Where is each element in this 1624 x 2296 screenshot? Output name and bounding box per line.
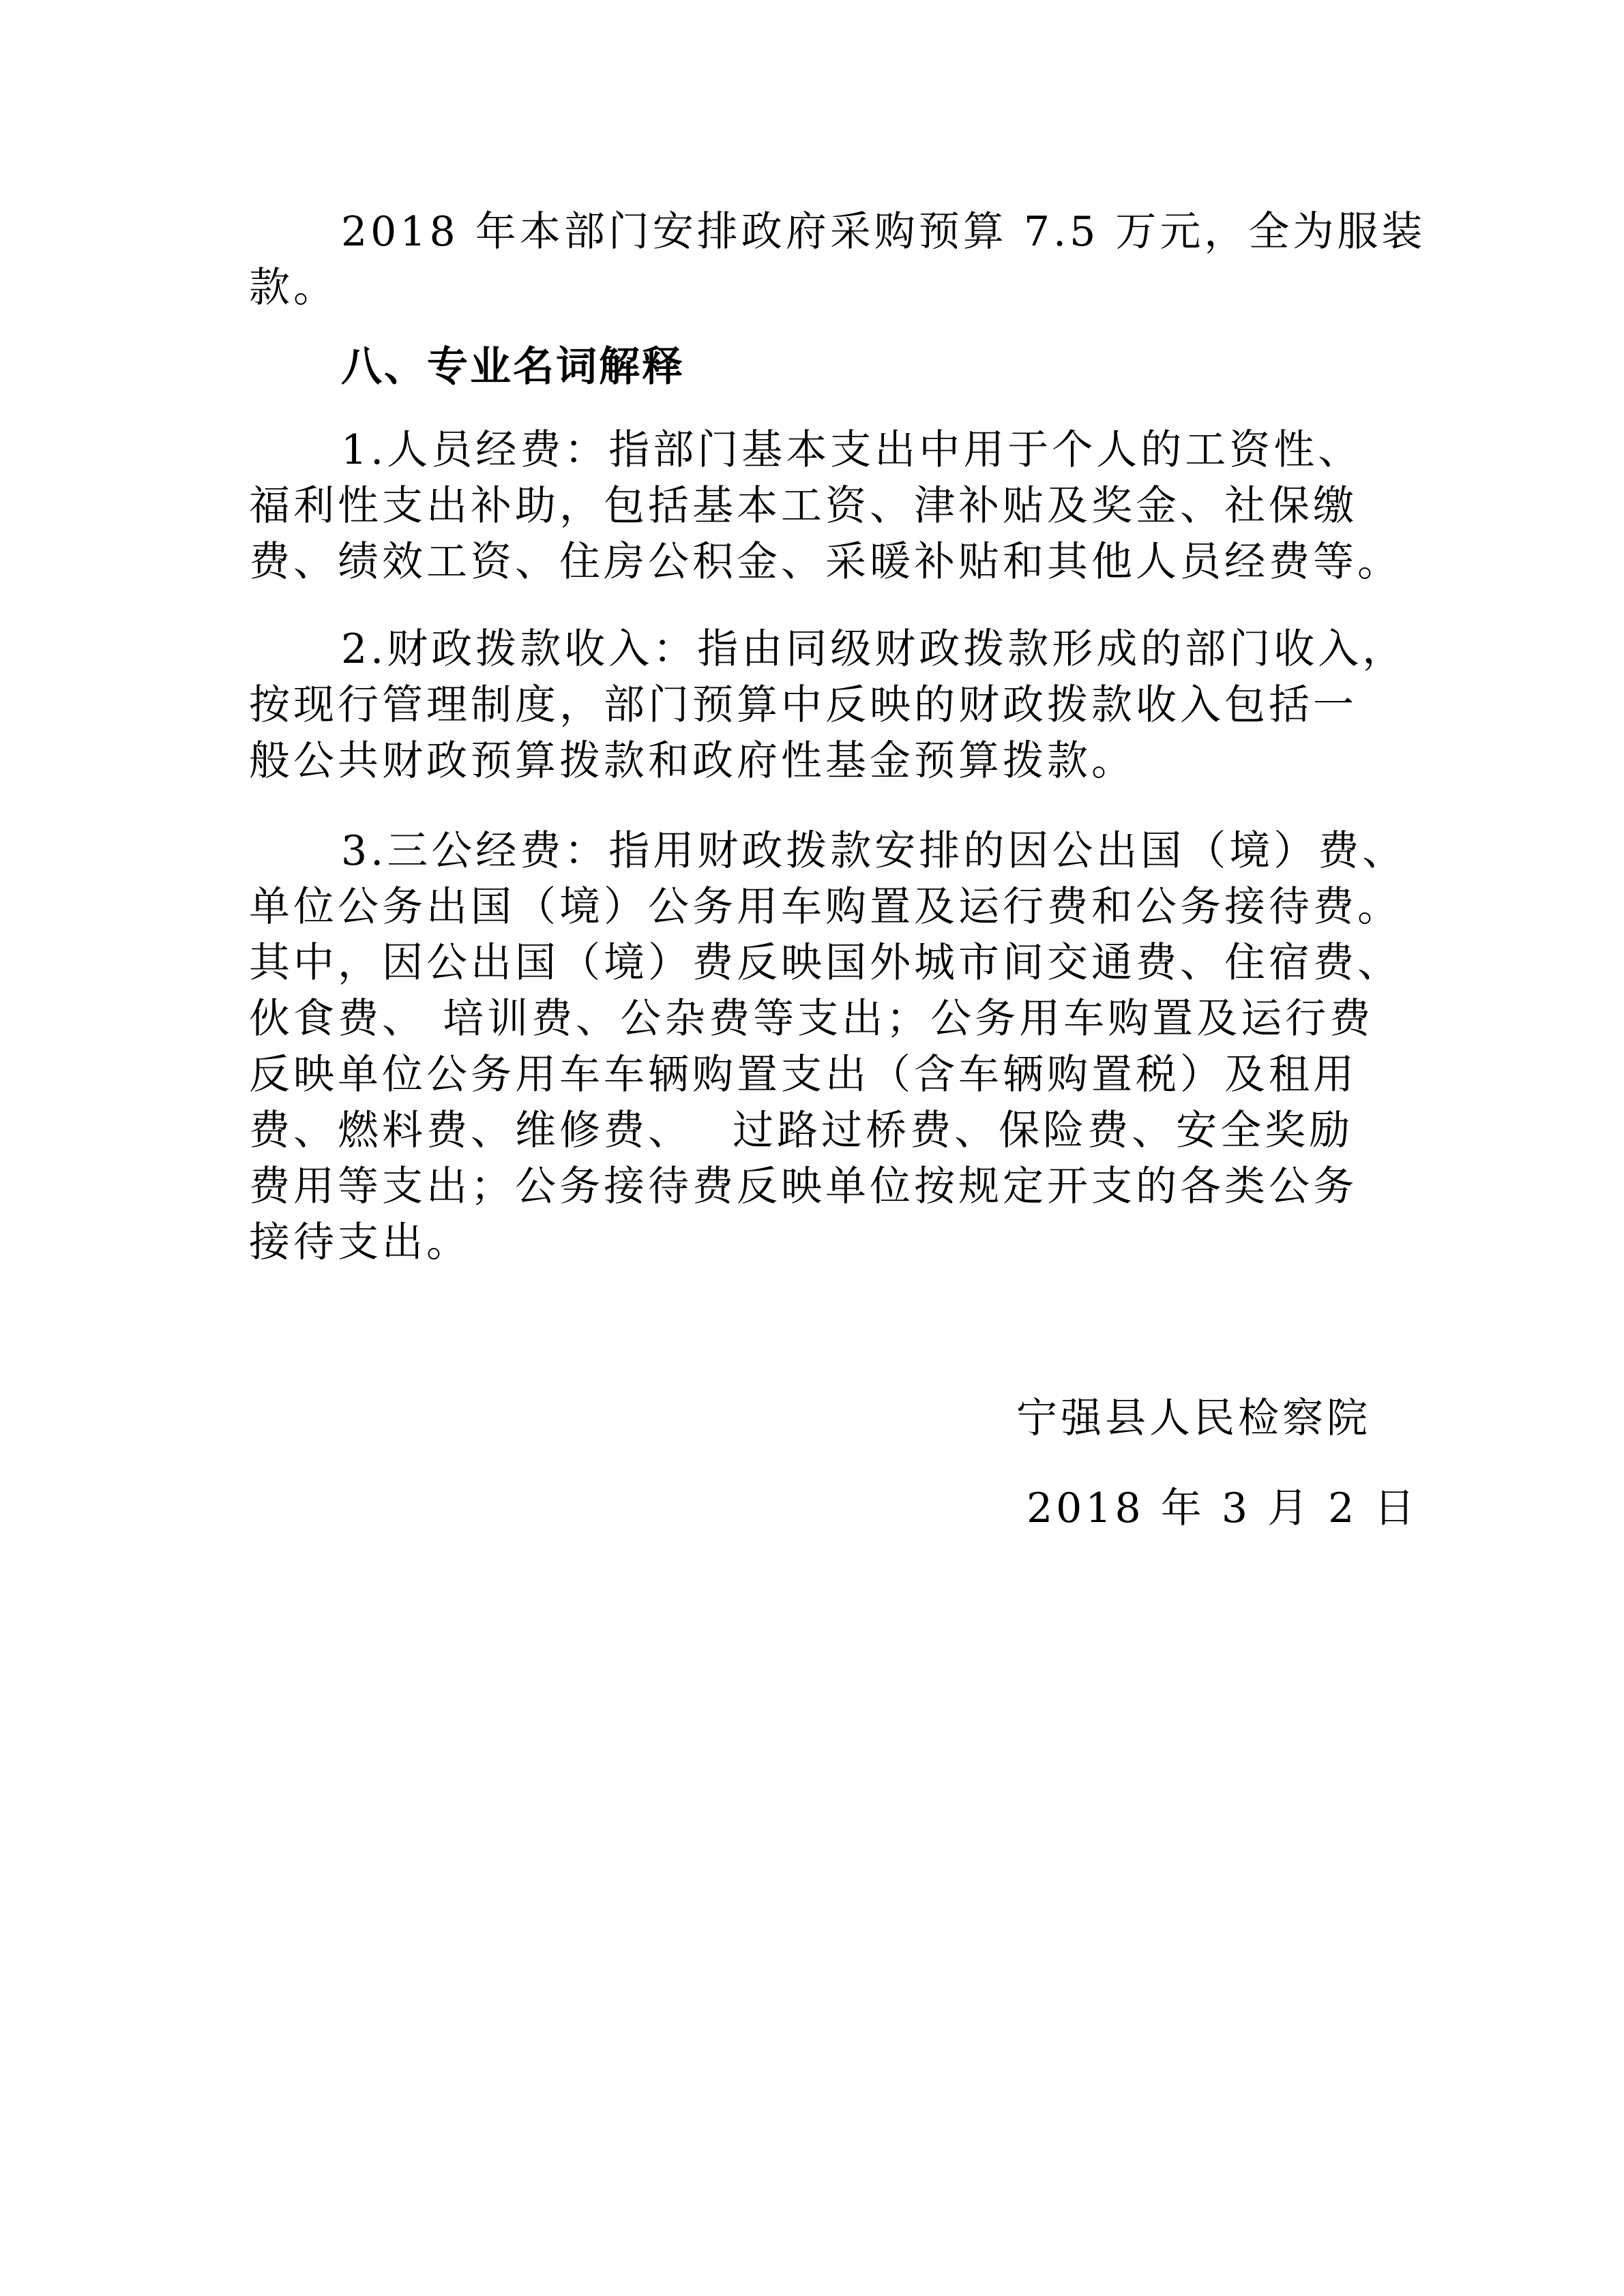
term3-line-2: 单位公务出国（境）公务用车购置及运行费和公务接待费。 [249, 883, 1402, 931]
term3-line-1: 3.三公经费：指用财政拨款安排的因公出国（境）费、 [341, 827, 1407, 875]
signature-date: 2018 年 3 月 2 日 [1027, 1485, 1419, 1532]
term3-line-7: 费用等支出；公务接待费反映单位按规定开支的各类公务 [249, 1163, 1357, 1210]
term3-line-6: 费、燃料费、维修费、 过路过桥费、保险费、安全奖励 [249, 1107, 1354, 1154]
intro-line-2: 款。 [249, 264, 338, 312]
term1-line-2: 福利性支出补助，包括基本工资、津补贴及奖金、社保缴 [249, 482, 1357, 530]
intro-line-1: 2018 年本部门安排政府采购预算 7.5 万元，全为服装 [341, 208, 1426, 256]
term2-line-3: 般公共财政预算拨款和政府性基金预算拨款。 [249, 737, 1136, 785]
term3-line-5: 反映单位公务用车车辆购置支出（含车辆购置税）及租用 [249, 1051, 1357, 1099]
term2-line-1: 2.财政拨款收入：指由同级财政拨款形成的部门收入， [341, 625, 1407, 673]
term1-line-3: 费、绩效工资、住房公积金、采暖补贴和其他人员经费等。 [249, 538, 1402, 586]
term3-line-8: 接待支出。 [249, 1219, 471, 1266]
signature-organization: 宁强县人民检察院 [1016, 1395, 1371, 1442]
section-heading: 八、专业名词解释 [341, 343, 685, 391]
term3-line-4: 伙食费、 培训费、公杂费等支出；公务用车购置及运行费 [249, 995, 1374, 1043]
term1-line-1: 1.人员经费：指部门基本支出中用于个人的工资性、 [341, 426, 1363, 474]
term3-line-3: 其中，因公出国（境）费反映国外城市间交通费、住宿费、 [249, 939, 1402, 987]
term2-line-2: 按现行管理制度，部门预算中反映的财政拨款收入包括一 [249, 681, 1357, 729]
